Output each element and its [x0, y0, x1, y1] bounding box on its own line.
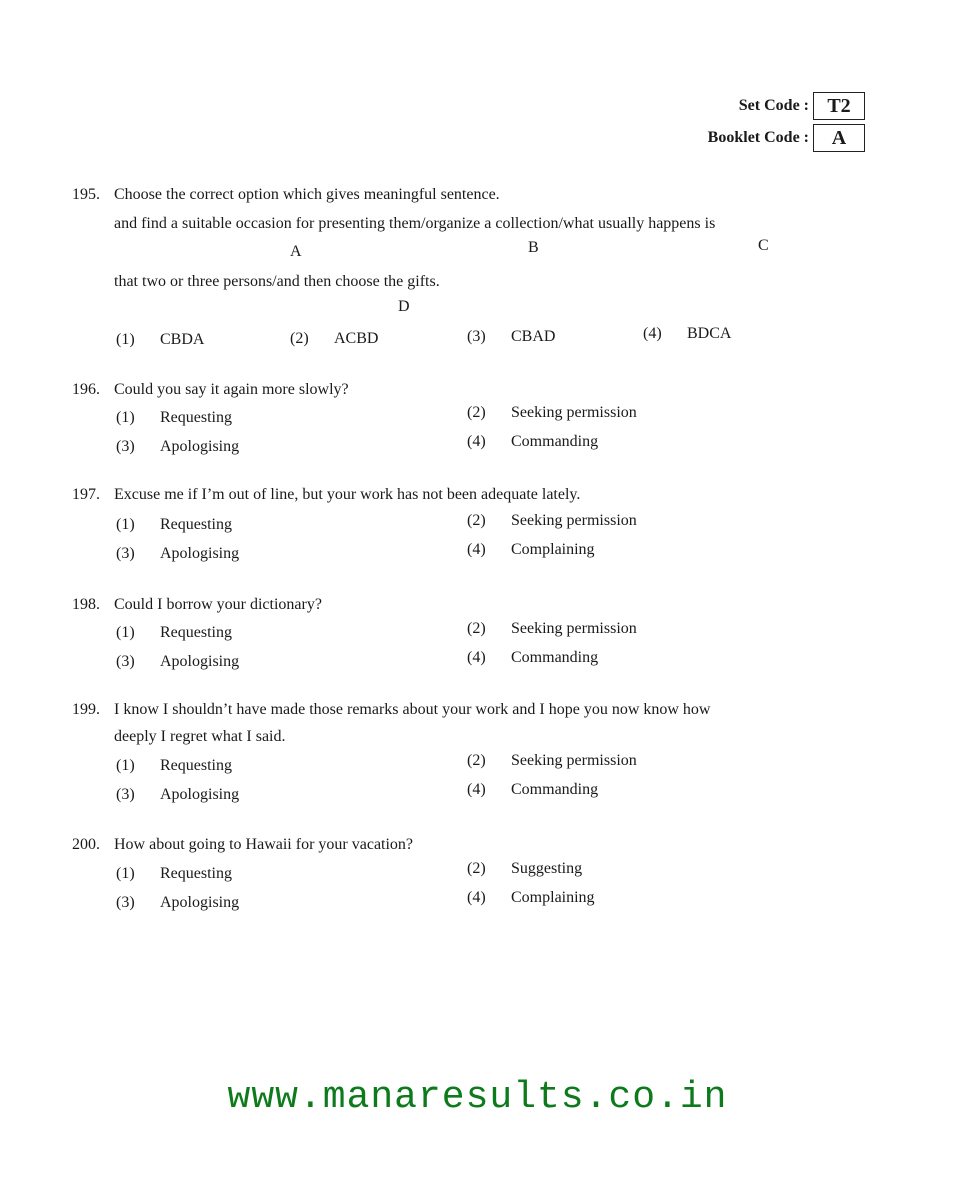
option-200-1[interactable]: (1) Requesting: [116, 865, 232, 882]
option-198-3[interactable]: (3) Apologising: [116, 653, 240, 670]
question-198: [72, 595, 322, 615]
marker-c: C: [758, 237, 769, 254]
booklet-code-row: [708, 122, 865, 154]
question-200: [72, 835, 413, 855]
booklet-code-value: A: [813, 124, 865, 152]
footer-watermark: www.manaresults.co.in: [227, 1076, 728, 1119]
option-196-3[interactable]: (3) Apologising: [116, 438, 240, 455]
question-number: 195.: [72, 186, 100, 203]
question-199-line2: deeply I regret what I said.: [114, 728, 286, 745]
option-195-4[interactable]: (4) BDCA: [643, 325, 732, 342]
booklet-code-label: Booklet Code :: [707, 129, 809, 146]
marker-a: A: [290, 243, 302, 260]
option-197-2[interactable]: (2) Seeking permission: [467, 512, 637, 529]
option-196-2[interactable]: (2) Seeking permission: [467, 404, 637, 421]
option-198-4[interactable]: (4) Commanding: [467, 649, 599, 666]
set-code-label: Set Code :: [738, 97, 809, 114]
option-200-4[interactable]: (4) Complaining: [467, 889, 595, 906]
question-197: [72, 485, 580, 505]
question-text: Could you say it again more slowly?: [114, 381, 349, 398]
question-199: [72, 700, 710, 720]
option-196-4[interactable]: (4) Commanding: [467, 433, 599, 450]
option-195-1[interactable]: (1) CBDA: [116, 331, 205, 348]
set-code-row: [708, 90, 865, 122]
option-199-3[interactable]: (3) Apologising: [116, 786, 240, 803]
option-195-3[interactable]: (3) CBAD: [467, 328, 556, 345]
question-195: [72, 185, 500, 205]
question-number: 199.: [72, 701, 100, 718]
code-block: [708, 90, 865, 154]
option-197-1[interactable]: (1) Requesting: [116, 516, 232, 533]
option-196-1[interactable]: (1) Requesting: [116, 409, 232, 426]
question-196: [72, 380, 349, 400]
marker-b: B: [528, 239, 539, 256]
option-195-2[interactable]: (2) ACBD: [290, 330, 379, 347]
option-198-2[interactable]: (2) Seeking permission: [467, 620, 637, 637]
option-199-4[interactable]: (4) Commanding: [467, 781, 599, 798]
option-197-3[interactable]: (3) Apologising: [116, 545, 240, 562]
question-number: 200.: [72, 836, 100, 853]
question-text: I know I shouldn’t have made those remarks about your work and I hope you now know how: [114, 701, 711, 718]
question-195-line2: and find a suitable occasion for presenting them/organize a collection/what usually happens is: [114, 215, 716, 232]
question-text: Excuse me if I’m out of line, but your work has not been adequate lately.: [114, 486, 581, 503]
question-text: Could I borrow your dictionary?: [114, 596, 322, 613]
option-197-4[interactable]: (4) Complaining: [467, 541, 595, 558]
question-number: 197.: [72, 486, 100, 503]
marker-d: D: [398, 298, 410, 315]
option-200-2[interactable]: (2) Suggesting: [467, 860, 583, 877]
question-text: Choose the correct option which gives meaningful sentence.: [114, 186, 500, 203]
option-200-3[interactable]: (3) Apologising: [116, 894, 240, 911]
question-text: How about going to Hawaii for your vacation?: [114, 836, 414, 853]
question-number: 198.: [72, 596, 100, 613]
question-195-line3: that two or three persons/and then choose the gifts.: [114, 273, 440, 290]
option-198-1[interactable]: (1) Requesting: [116, 624, 232, 641]
question-number: 196.: [72, 381, 100, 398]
option-199-2[interactable]: (2) Seeking permission: [467, 752, 637, 769]
option-199-1[interactable]: (1) Requesting: [116, 757, 232, 774]
set-code-value: T2: [813, 92, 865, 120]
